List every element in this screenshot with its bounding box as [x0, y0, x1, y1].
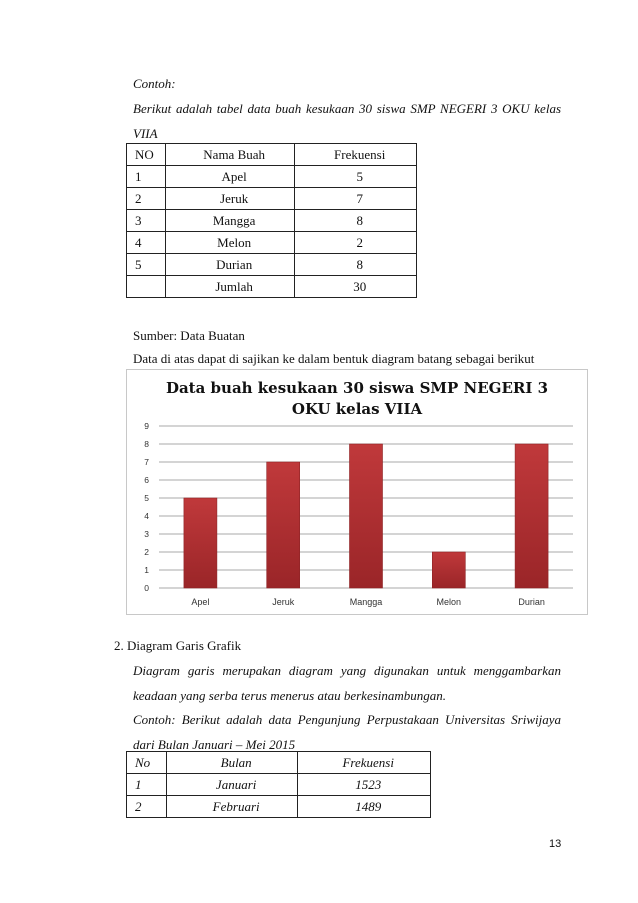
table-cell: 4: [127, 232, 166, 254]
y-tick-label: 0: [144, 583, 149, 593]
header-cell: Frekuensi: [298, 752, 431, 774]
table-header-row: [127, 752, 431, 774]
table-cell: Melon: [165, 232, 294, 254]
table-row: [127, 254, 417, 276]
visitor-table: [126, 751, 431, 818]
y-tick-label: 7: [144, 457, 149, 467]
table-row: [127, 166, 417, 188]
table-cell: 1489: [298, 796, 431, 818]
page-number: 13: [549, 838, 562, 850]
table-cell: 1: [127, 166, 166, 188]
description-line-2: VIIA: [133, 126, 158, 141]
chart-title-line-2: OKU kelas VIIA: [291, 400, 423, 418]
x-tick-label: Mangga: [349, 597, 383, 607]
section-2-example-line-1: Contoh: Berikut adalah data Pengunjung Perpustakaan Universitas Sriwijaya: [133, 712, 561, 727]
table-cell: Apel: [165, 166, 294, 188]
table-row: [127, 774, 431, 796]
bar: [432, 552, 465, 588]
x-tick-label: Melon: [436, 597, 462, 607]
chart-intro-text: Data di atas dapat di sajikan ke dalam bentuk diagram batang sebagai berikut: [133, 351, 535, 366]
table-cell: Durian: [165, 254, 294, 276]
y-tick-label: 9: [144, 421, 149, 431]
table-cell: Jeruk: [165, 188, 294, 210]
section-2-example-line-2: dari Bulan Januari – Mei 2015: [133, 737, 296, 752]
bar: [350, 444, 383, 588]
table-cell: 3: [127, 210, 166, 232]
header-cell: NO: [127, 144, 166, 166]
table-row: [127, 188, 417, 210]
table-cell: Mangga: [165, 210, 294, 232]
table-cell: 2: [295, 232, 417, 254]
table-cell: Jumlah: [165, 276, 294, 298]
header-cell: Bulan: [166, 752, 298, 774]
example-label: Contoh:: [133, 76, 176, 91]
bar-chart: [126, 369, 588, 615]
y-tick-label: 4: [144, 511, 149, 521]
table-cell: 2: [127, 188, 166, 210]
fruit-table: [126, 143, 417, 298]
table-cell: Februari: [166, 796, 298, 818]
table-row: [127, 796, 431, 818]
table-cell: 30: [295, 276, 417, 298]
y-tick-label: 1: [144, 565, 149, 575]
table-cell: 8: [295, 254, 417, 276]
table-cell: 5: [127, 254, 166, 276]
section-2-paragraph-line-1: Diagram garis merupakan diagram yang digunakan untuk menggambarkan: [133, 663, 561, 678]
table-cell: 2: [127, 796, 167, 818]
y-tick-label: 6: [144, 475, 149, 485]
table-cell: Januari: [166, 774, 298, 796]
section-2-paragraph-line-2: keadaan yang serba terus menerus atau berkesinambungan.: [133, 688, 447, 703]
header-cell: No: [127, 752, 167, 774]
table-cell: 1: [127, 774, 167, 796]
table-cell: 8: [295, 210, 417, 232]
header-cell: Frekuensi: [295, 144, 417, 166]
y-tick-label: 3: [144, 529, 149, 539]
source-text: Sumber: Data Buatan: [133, 328, 245, 343]
chart-title-line-1: Data buah kesukaan 30 siswa SMP NEGERI 3: [165, 379, 549, 397]
table-row: [127, 232, 417, 254]
bar: [515, 444, 548, 588]
header-cell: Nama Buah: [165, 144, 294, 166]
y-tick-label: 8: [144, 439, 149, 449]
table-total-row: [127, 276, 417, 298]
y-tick-label: 5: [144, 493, 149, 503]
x-tick-label: Apel: [191, 597, 210, 607]
y-tick-label: 2: [144, 547, 149, 557]
table-cell: 5: [295, 166, 417, 188]
bar: [184, 498, 217, 588]
section-2-heading: 2. Diagram Garis Grafik: [114, 638, 242, 653]
bar: [267, 462, 300, 588]
table-cell: [127, 276, 166, 298]
table-header-row: [127, 144, 417, 166]
description-line-1: Berikut adalah tabel data buah kesukaan 30 siswa SMP NEGERI 3 OKU kelas: [133, 101, 561, 116]
table-cell: 1523: [298, 774, 431, 796]
table-cell: 7: [295, 188, 417, 210]
bar-chart-plot: [127, 370, 587, 614]
x-tick-label: Durian: [518, 597, 545, 607]
table-row: [127, 210, 417, 232]
x-tick-label: Jeruk: [272, 597, 295, 607]
